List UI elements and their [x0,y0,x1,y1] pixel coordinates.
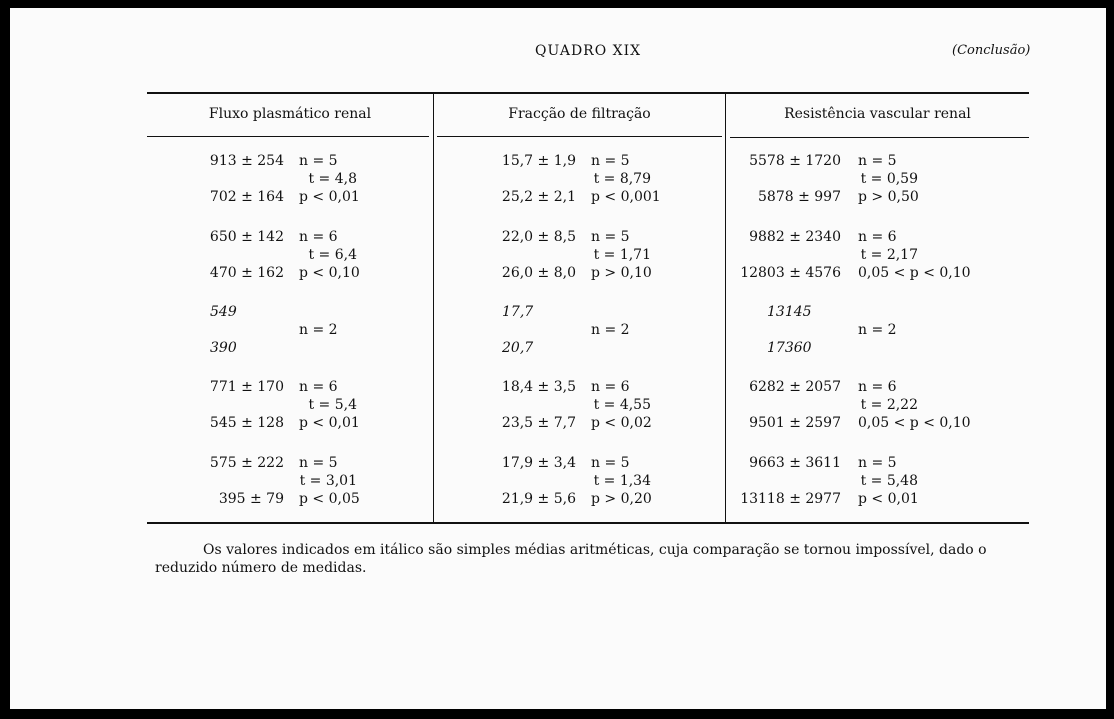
t-value: t = 5,4 [308,397,357,413]
mean-value-1: 13145 [767,304,812,320]
n-value: n = 2 [858,322,897,338]
n-value: n = 5 [591,229,630,245]
t-value: t = 2,22 [860,397,918,413]
t-value: t = 6,4 [308,247,357,263]
mean-value-2: 17360 [767,340,812,356]
p-value: p > 0,10 [591,265,652,281]
mean-value-1: 22,0 ± 8,5 [501,229,576,245]
n-value: n = 5 [299,153,338,169]
mean-value-1: 18,4 ± 3,5 [501,379,576,395]
t-value: t = 1,71 [593,247,651,263]
mean-value-1: 9882 ± 2340 [749,229,841,245]
p-value: p < 0,001 [591,189,661,205]
mean-value-2: 470 ± 162 [209,265,284,281]
t-value: t = 8,79 [593,171,651,187]
mean-value-1: 575 ± 222 [209,455,284,471]
p-value: p > 0,20 [591,491,652,507]
t-value: t = 4,55 [593,397,651,413]
mean-value-2: 9501 ± 2597 [749,415,841,431]
t-value: t = 5,48 [860,473,918,489]
p-value: 0,05 < p < 0,10 [858,265,971,281]
mean-value-2: 23,5 ± 7,7 [501,415,576,431]
t-value: t = 2,17 [860,247,918,263]
n-value: n = 5 [591,455,630,471]
column-header-fraccao: Fracção de filtração [508,106,651,122]
t-value: t = 1,34 [593,473,651,489]
p-value: p > 0,50 [858,189,919,205]
footnote-text: Os valores indicados em itálico são simples médias aritméticas, cuja comparação se tornou impossível, dado o reduzido número de medidas. [155,542,987,576]
mean-value-2: 25,2 ± 2,1 [501,189,576,205]
mean-value-1: 17,7 [502,304,534,320]
header-rule-1 [147,136,429,137]
top-rule [147,92,1029,94]
mean-value-2: 5878 ± 997 [758,189,841,205]
n-value: n = 2 [299,322,338,338]
t-value: t = 3,01 [299,473,357,489]
mean-value-1: 6282 ± 2057 [749,379,841,395]
mean-value-1: 15,7 ± 1,9 [501,153,576,169]
document-page [10,8,1106,709]
t-value: t = 4,8 [308,171,357,187]
n-value: n = 5 [858,153,897,169]
header-rule-3 [730,137,1029,138]
mean-value-1: 913 ± 254 [209,153,284,169]
mean-value-2: 13118 ± 2977 [740,491,841,507]
p-value: p < 0,01 [858,491,919,507]
mean-value-2: 545 ± 128 [209,415,284,431]
header-rule-2 [437,136,722,137]
n-value: n = 6 [858,379,897,395]
p-value: p < 0,10 [299,265,360,281]
p-value: p < 0,01 [299,189,360,205]
mean-value-2: 20,7 [502,340,534,356]
mean-value-1: 771 ± 170 [209,379,284,395]
mean-value-2: 395 ± 79 [218,491,284,507]
bottom-rule [147,522,1029,524]
p-value: p < 0,02 [591,415,652,431]
mean-value-2: 12803 ± 4576 [740,265,841,281]
p-value: p < 0,05 [299,491,360,507]
mean-value-2: 702 ± 164 [209,189,284,205]
continuation-label: (Conclusão) [952,43,1031,58]
mean-value-1: 9663 ± 3611 [749,455,841,471]
table-title: QUADRO XIX [535,43,642,59]
mean-value-2: 26,0 ± 8,0 [501,265,576,281]
column-divider-1 [433,94,434,522]
mean-value-1: 650 ± 142 [209,229,284,245]
n-value: n = 6 [299,379,338,395]
n-value: n = 6 [858,229,897,245]
column-header-fluxo: Fluxo plasmático renal [208,106,372,122]
mean-value-2: 21,9 ± 5,6 [501,491,576,507]
mean-value-1: 17,9 ± 3,4 [501,455,576,471]
n-value: n = 5 [591,153,630,169]
p-value: p < 0,01 [299,415,360,431]
n-value: n = 5 [299,455,338,471]
n-value: n = 5 [858,455,897,471]
footnote [155,541,1039,577]
mean-value-2: 390 [210,340,237,356]
p-value: 0,05 < p < 0,10 [858,415,971,431]
mean-value-1: 5578 ± 1720 [749,153,841,169]
t-value: t = 0,59 [860,171,918,187]
column-header-resistencia: Resistência vascular renal [784,106,971,122]
mean-value-1: 549 [210,304,237,320]
column-divider-2 [725,94,726,522]
n-value: n = 6 [591,379,630,395]
n-value: n = 2 [591,322,630,338]
n-value: n = 6 [299,229,338,245]
